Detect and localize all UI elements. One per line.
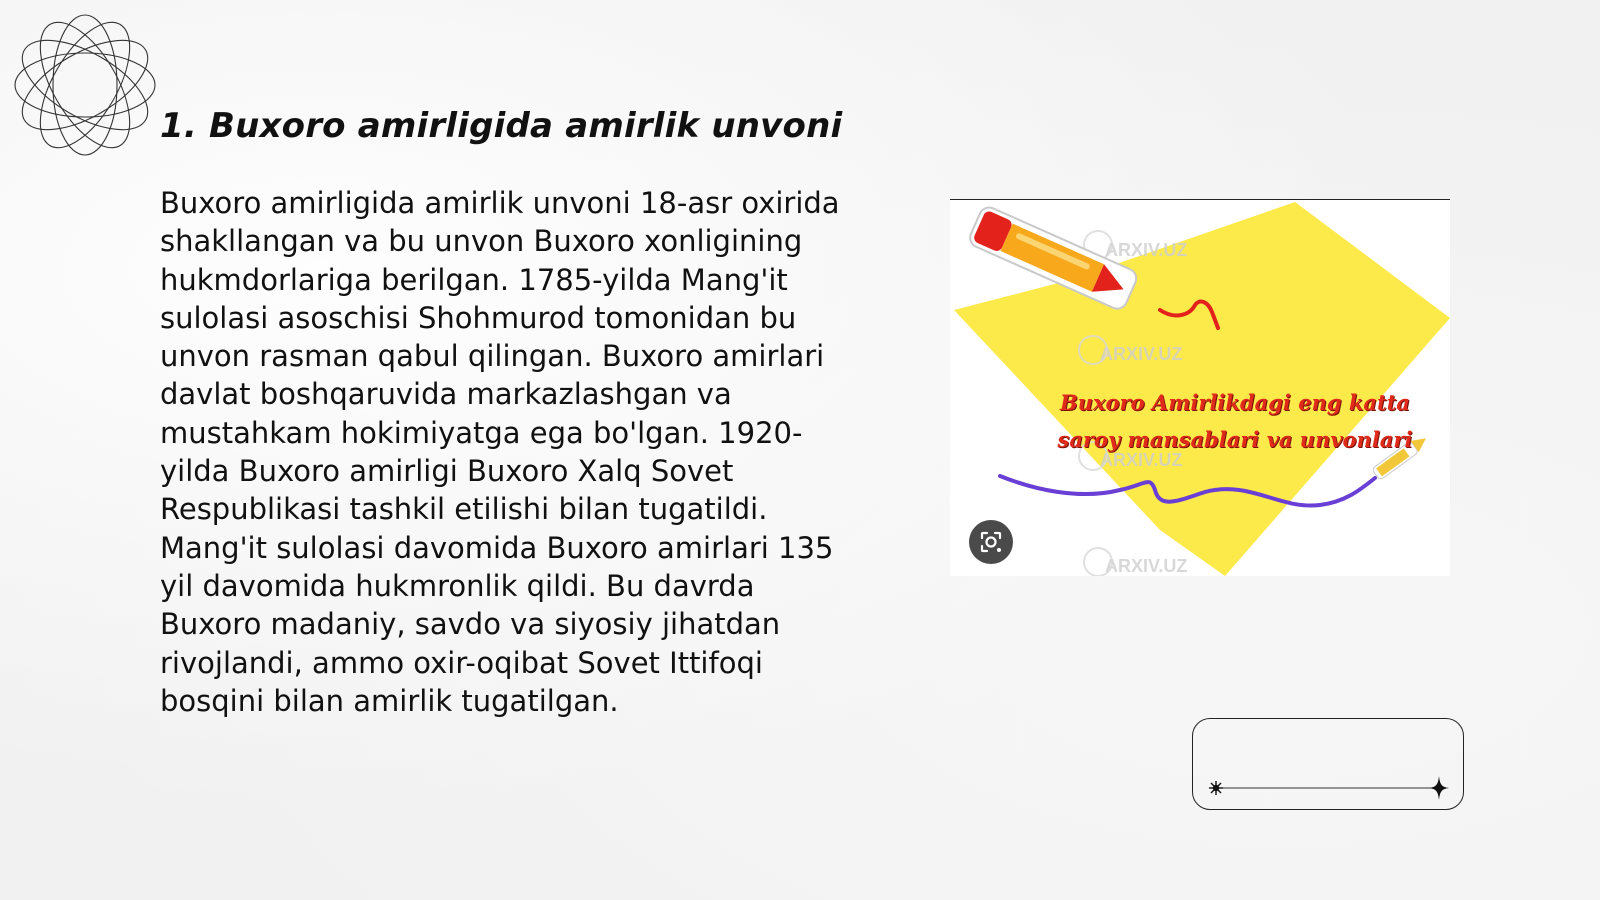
starburst-icon	[1209, 781, 1223, 795]
watermark-text: ARXIV.UZ	[1100, 344, 1183, 364]
watermark-text: ARXIV.UZ	[1105, 240, 1188, 260]
spirograph-icon	[10, 10, 160, 160]
sparkle-icon	[1429, 776, 1449, 800]
slide-title: 1. Buxoro amirligida amirlik unvoni	[160, 106, 843, 146]
body-paragraph: Buxoro amirligida amirlik unvoni 18-asr oxirida shakllangan va bu unvon Buxoro xonligining hukmdorlariga berilgan. 1785-yilda Mang'it sulolasi asoschisi Shohmurod tomonidan bu unvon rasman qabul qilingan. Buxoro amirlari davlat boshqaruvida markazlashgan va mustahkam hokimiyatga ega bo'lgan. 1920-yilda Buxoro amirligi Buxoro Xalq Sovet Respublikasi tashkil etilishi bilan tugatildi. Mang'it sulolasi davomida Buxoro amirlari 135 yil davomida hukmronlik qildi. Bu davrda Buxoro madaniy, savdo va siyosiy jihatdan rivojlandi, ammo oxir-oqibat Sovet Ittifoqi bosqini bilan amirlik tugatilgan.	[160, 186, 840, 718]
decorative-frame	[1192, 718, 1464, 810]
watermark-text: ARXIV.UZ	[1105, 556, 1188, 576]
watermark-text: ARXIV.UZ	[1100, 450, 1183, 470]
illustration-artwork	[950, 200, 1450, 576]
lens-search-icon	[969, 520, 1013, 564]
illustration-caption-line2: saroy mansablari va unvonlari	[1057, 427, 1413, 452]
lens-search-button[interactable]	[969, 520, 1013, 564]
illustration-image	[950, 200, 1450, 576]
illustration-caption-line1: Buxoro Amirlikdagi eng katta	[1059, 390, 1411, 415]
